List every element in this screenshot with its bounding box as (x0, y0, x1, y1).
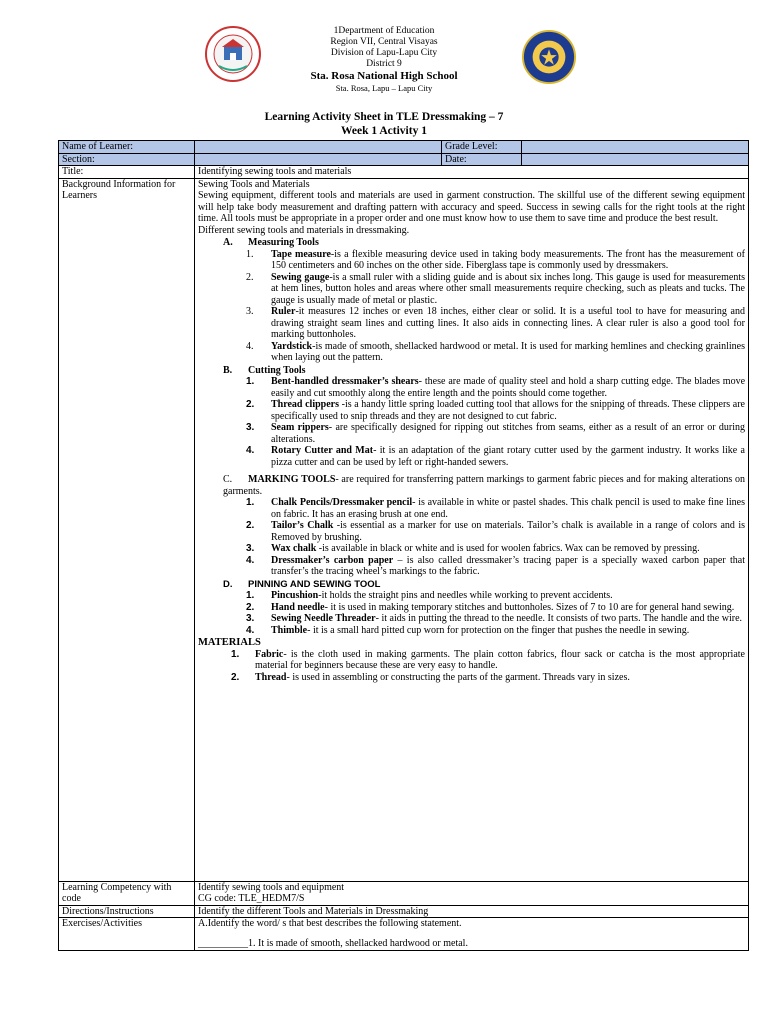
materials-heading: MATERIALS (198, 637, 261, 648)
competency-row (59, 881, 749, 905)
list-item: 3. Sewing Needle Threader- it aids in putting the thread to the needle. It consists of two parts. The handle and the wire. (246, 613, 743, 624)
section-row (59, 153, 749, 166)
list-item: 4. Rotary Cutter and Mat- it is an adaptation of the giant rotary cutter used by the garment industry. It works like a pizza cutter and can be used by left or right-handed sewers. (246, 445, 745, 468)
section-input[interactable] (195, 153, 442, 166)
grade-level-input[interactable] (522, 141, 749, 154)
document-title: Learning Activity Sheet in TLE Dressmaking – 7 (264, 111, 504, 123)
title-label: Title: (59, 166, 195, 179)
measuring-tools-list (198, 249, 745, 364)
list-item: 1. Pincushion-it holds the straight pins and needles while working to prevent accidents. (246, 590, 613, 601)
list-item: 2. Tailor’s Chalk -is essential as a marker for use on materials. Tailor’s chalk is available in a range of colors and is Removed by brushing. (246, 520, 746, 543)
exercises-intro: A.Identify the word/ s that best describes the following statement. (198, 918, 462, 929)
section-marking-tools: C. MARKING TOOLS- are required for transferring pattern markings to garment fabric pieces and for making alterations on garments. (223, 474, 745, 497)
title-row (59, 166, 749, 179)
section-cutting-tools: B. Cutting Tools (223, 364, 306, 376)
exercise-item-1[interactable]: __________1. It is made of smooth, shellacked hardwood or metal. (198, 937, 468, 949)
date-input[interactable] (522, 153, 749, 166)
activity-sheet-table (58, 140, 749, 951)
list-item: 2. Sewing gauge-is a small ruler with a sliding guide and is about six inches long. This gauge is used for measurements at hem lines, button holes and areas where other small measurements require checking, such as pleats and tucks. The gauge is usually made of metal or plastic. (246, 271, 745, 306)
directions-value: Identify the different Tools and Materials in Dressmaking (195, 905, 749, 918)
list-item: 1. Fabric- is the cloth used in making garments. The plain cotton fabrics, flour sack or catcha is the most appropriate material for beginners because these are very easy to handle. (231, 648, 745, 671)
list-item: 2. Thread- is used in assembling or constructing the parts of the garment. Threads vary in sizes. (231, 671, 630, 683)
school-name: Sta. Rosa National High School (310, 70, 458, 82)
list-item: 3. Seam rippers- are specifically designed for ripping out stitches from seams, either as a result of an error or during alterations. (246, 422, 745, 445)
header-line: District 9 (366, 59, 402, 69)
background-heading: Sewing Tools and Materials (198, 178, 310, 190)
pinning-tools-list (198, 590, 745, 636)
list-item: 1. Tape measure-is a flexible measuring device used in taking body measurements. The front has the measurement of 150 centimeters and 60 inches on the other side. Fiberglass tape is commonly used by dressmakers. (246, 248, 746, 271)
background-row (59, 178, 749, 881)
exercises-label: Exercises/Activities (59, 918, 195, 951)
week-title: Week 1 Activity 1 (341, 125, 427, 137)
header-line: Division of Lapu-Lapu City (330, 48, 438, 58)
grade-level-label: Grade Level: (442, 141, 522, 154)
header-line: 1Department of Education (333, 26, 435, 36)
list-item: 3. Ruler-it measures 12 inches or even 18 inches, either clear or solid. It is a useful tool to have for measuring and drawing straight seam lines and cutting lines. It also aids in connecting lines. A clear ruler is also a good tool for marking buttonholes. (246, 306, 745, 340)
list-item: 2. Thread clippers -is a handy little spring loaded cutting tool that allows for the snipping of threads. These clippers are specifically used to snip threads and they are not designed to cut fabric. (246, 399, 745, 422)
list-item: 3. Wax chalk -is available in black or white and is used for woolen fabrics. Wax can be removed by pressing. (246, 543, 700, 554)
section-label: Section: (59, 153, 195, 166)
list-item: 1. Chalk Pencils/Dressmaker pencil- is available in white or pastel shades. This chalk pencil is used to make fine lines on fabric. It has an erasing brush at one end. (246, 497, 745, 520)
list-item: 2. Hand needle- it is used in making temporary stitches and buttonholes. Sizes of 7 to 10 are for general hand sewing. (246, 601, 735, 613)
cutting-tools-list (198, 376, 745, 468)
letterhead (0, 26, 768, 94)
materials-list (198, 649, 745, 684)
name-input[interactable] (195, 141, 442, 154)
directions-row (59, 905, 749, 918)
school-address: Sta. Rosa, Lapu – Lapu City (335, 83, 433, 93)
background-content (195, 178, 749, 881)
section-pinning-sewing: D. PINNING AND SEWING TOOL (223, 578, 381, 590)
background-intro: Sewing equipment, different tools and materials are used in garment construction. The skillful use of the different sewing equipment will help take body measurement and drafting pattern with accuracy and speed. Success in sewing calls for the right tools at the right time. All tools must be appropriate in a proper order and one must know how to use them to save time and produce the best result. (198, 190, 745, 224)
section-measuring-tools: A. Measuring Tools (223, 237, 319, 248)
name-row (59, 141, 749, 154)
name-label: Name of Learner: (59, 141, 195, 154)
exercises-row (59, 918, 749, 951)
list-item: 4. Yardstick-is made of smooth, shellacked hardwood or metal. It is used for marking hemlines and checking grainlines when laying out the pattern. (246, 340, 745, 363)
marking-tools-list (198, 497, 745, 578)
competency-value: Identify sewing tools and equipment CG code: TLE_HEDM7/S (195, 881, 749, 905)
background-intro-2: Different sewing tools and materials in dressmaking. (198, 224, 410, 236)
list-item: 4. Dressmaker’s carbon paper – is also called dressmaker’s tracing paper is a specially waxed carbon paper that transfer’s the tracing wheel’s markings to the fabric. (246, 554, 745, 577)
competency-code: CG code: TLE_HEDM7/S (198, 893, 305, 904)
title-value: Identifying sewing tools and materials (195, 166, 749, 179)
competency-label: Learning Competency with code (59, 881, 195, 905)
list-item: 1. Bent-handled dressmaker’s shears- these are made of quality steel and hold a sharp cutting edge. The blades move easily and cut smoothly along the entire length and the points should come together. (246, 376, 746, 399)
background-label: Background Information for Learners (59, 178, 195, 881)
list-item: 4. Thimble- it is a small hard pitted cup worn for protection on the finger that pushes the needle in sewing. (246, 624, 690, 636)
exercises-content (195, 918, 749, 951)
date-label: Date: (442, 153, 522, 166)
directions-label: Directions/Instructions (59, 905, 195, 918)
header-line: Region VII, Central Visayas (330, 37, 438, 47)
